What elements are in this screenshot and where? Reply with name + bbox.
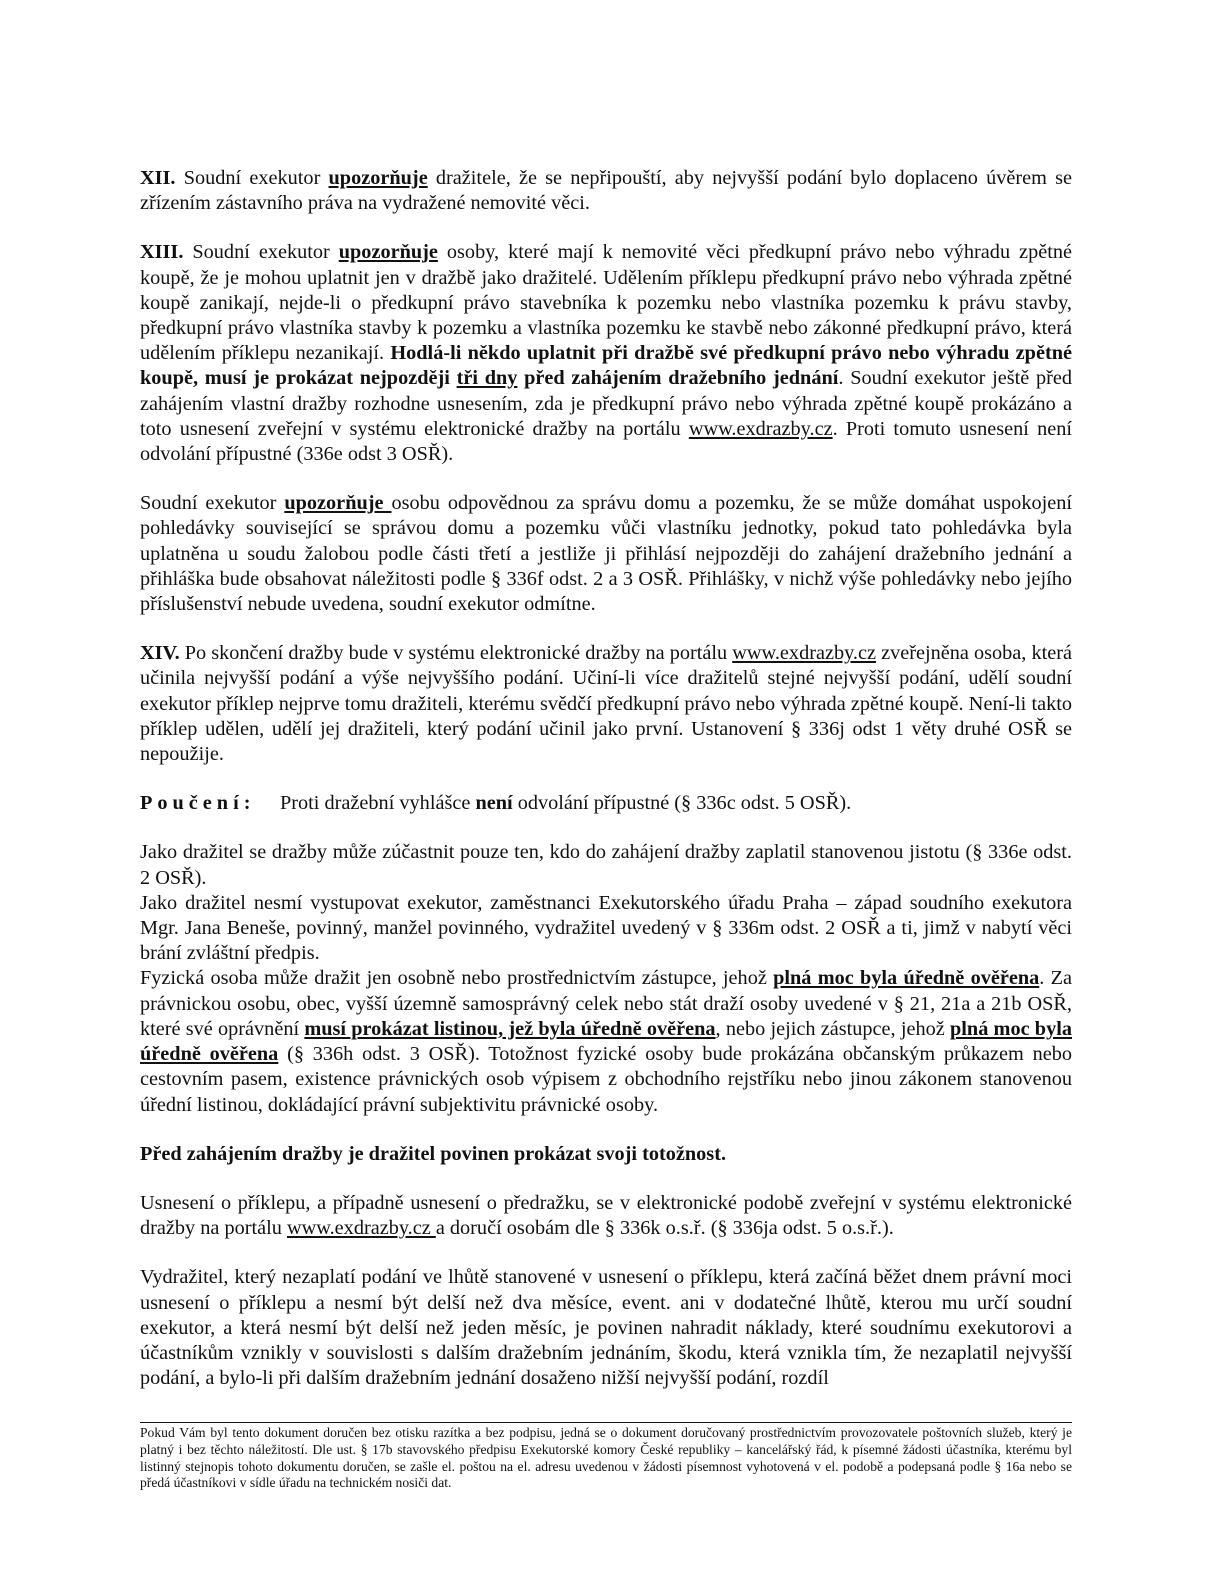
text: Usnesení o příklepu, a případně usnesení o předražku, se v elektronické podobě zveřejní v systému elektronické dražby na portálu [140,1191,1072,1240]
text: Fyzická osoba může dražit jen osobně nebo prostřednictvím zástupce, jehož [140,967,774,990]
identity-notice: Před zahájením dražby je dražitel povinen prokázat svoji totožnost. [140,1142,727,1165]
section-pouceni [140,791,1072,816]
payment-paragraph: Vydražitel, který nezaplatí podání ve lhůtě stanovené v usnesení o příklepu, která začíná běžet dnem právní moci usnesení o příklepu a nesmí být delší než dva měsíce, event. ani v dodatečné lhůtě, kterou mu určí soudní exekutor, a která nesmí být delší než jeden měsíc, je povinen nahradit náklady, které soudnímu exekutorovi a účastníkům vznikly v souvislosti s dalším dražebním jednáním, škodu, která vznikla tím, že nezaplatil nejvyšší podání, a bylo-li při dalším dražebním jednání dosaženo nižší nejvyšší podání, rozdíl [140,1266,1072,1390]
text: . Za právnickou osobu, obec, vyšší územně samosprávný celek nebo stát draží osoby uvedené v § 21, 21a a 21b OSŘ, které své oprávnění [140,967,1073,1040]
emphasis-upozornuje: upozorňuje [338,241,438,264]
pouceni-heading: Poučení: [140,792,256,815]
text: osoby, které mají k nemovité věci předkupní právo nebo výhradu zpětné koupě, že je mohou uplatnit jen v dražbě jako dražitelé. Udělením příklepu předkupní právo nebo výhrada zpětné koupě zanikají, nejde-li o předkupní právo stavebníka k pozemku nebo vlastníka pozemku k právu stavby, předkupní právo vlastníka stavby k pozemku a vlastníka pozemku ke stavbě nebo zákonné předkupní právo, která udělením příklepu nezanikají. [140,241,1072,365]
publication-paragraph [140,1191,1072,1241]
emphasis-upozornuje: upozorňuje [328,167,428,189]
text: , nebo jejich zástupce, jehož [715,1017,950,1040]
text: a doručí osobám dle § 336k o.s.ř. (§ 336ja odst. 5 o.s.ř.). [435,1217,894,1240]
exdrazby-link[interactable]: www.exdrazby.cz [688,417,833,440]
section-xii [140,166,1072,216]
section-xiv [140,641,1072,767]
bold-underlined-text: musí prokázat listinou, jež byla úředně ověřena [304,1017,716,1040]
text: zveřejněna osoba, která učinila nejvyšší podání a výše nejvyššího podání. Učiní-li více dražitelů stejné nejvyšší podání, udělí soudní exekutor příklep nejprve tomu dražiteli, kterému svědčí předkupní právo nebo výhrada zpětné koupě. Není-li takto příklep udělen, udělí jej dražiteli, který podání učinil jako první. Ustanovení § 336j odst 1 věty druhé OSŘ se nepoužije. [140,642,1072,766]
bidder-paragraph-2: Jako dražitel nesmí vystupovat exekutor, zaměstnanci Exekutorského úřadu Praha – západ soudního exekutora Mgr. Jana Beneše, povinný, manžel povinného, vydražitel uvedený v § 336m odst. 2 OSŘ a ti, jimž v nabytí věci brání zvláštní předpis. [140,891,1072,965]
text: . Soudní exekutor ještě před zahájením vlastní dražby rozhodne usnesením, zda je předkupní právo nebo výhrada zpětné koupě prokázáno a toto usnesení zveřejní v systému elektronické dražby na portálu [140,367,1072,440]
exdrazby-link[interactable]: www.exdrazby.cz [286,1217,436,1240]
section-notice-creditor [140,491,1072,617]
page-footer [140,1422,1072,1492]
text: Po skončení dražby bude v systému elektronické dražby na portálu [179,642,733,665]
text: dražitele, že se nepřipouští, aby nejvyšší podání bylo doplaceno úvěrem se zřízením zástavního práva na vydražené nemovité věci. [140,167,1072,215]
text: odvolání přípustné (§ 336c odst. 5 OSŘ). [512,792,852,815]
section-number: XII. [140,167,176,189]
text: Proti dražební vyhlášce [280,792,476,815]
section-xiii [140,240,1072,467]
text: Soudní exekutor [175,167,329,189]
document-body [140,166,1072,1391]
section-number: XIV. [140,642,180,665]
text: (§ 336h odst. 3 OSŘ). Totožnost fyzické osoby bude prokázána občanským průkazem nebo cestovním pasem, existence právnických osob výpisem z obchodního rejstříku nebo jinou zákonem stanovenou úřední listinou, dokládající právní subjektivitu právnické osoby. [140,1043,1072,1116]
section-number: XIII. [140,241,184,264]
bold-text: není [475,792,513,815]
bidder-paragraph-3 [140,966,1072,1117]
text: osobu odpovědnou za správu domu a pozemku, že se může domáhat uspokojení pohledávky související se správou domu a pozemku vůči vlastníku jednotky, pokud tato pohledávka byla uplatněna u soudu žalobou podle části třetí a jestliže ji přihlásí nejpozději do zahájení dražebního jednání a přihláška bude obsahovat náležitosti podle § 336f odst. 2 a 3 OSŘ. Přihlášky, v nichž výše pohledávky nebo jejího příslušenství nebude uvedena, soudní exekutor odmítne. [140,492,1073,616]
bold-underlined-text: plná moc byla úředně ověřena [140,1017,1073,1066]
text: Soudní exekutor [140,492,285,515]
footer-note: Pokud Vám byl tento dokument doručen bez otisku razítka a bez podpisu, jedná se o dokument doručovaný prostřednictvím provozovatele poštovních služeb, který je platný i bez těchto náležitostí. Dle ust. § 17b stavovského předpisu Exekutorské komory České republiky – kancelářský řád, k písemné žádosti účastníka, kterému byl listinný stejnopis tohoto dokumentu doručen, se zašle el. poštou na el. adresu uvedenou v žádosti písemnost vyhotovená v el. podobě a podepsaná podle § 16a nebo se předá účastníkovi v sídle úřadu na technickém nosiči dat. [140,1425,1072,1491]
text: Soudní exekutor [183,241,339,264]
text: . Proti tomuto usnesení není odvolání přípustné (336e odst 3 OSŘ). [140,417,1072,466]
emphasis-upozornuje: upozorňuje [284,492,392,515]
bidder-paragraph-1: Jako dražitel se dražby může zúčastnit pouze ten, kdo do zahájení dražby zaplatil stanovenou jistotu (§ 336e odst. 2 OSŘ). [140,841,1072,889]
bold-underlined-text: tři dny [456,367,518,390]
exdrazby-link[interactable]: www.exdrazby.cz [732,642,877,665]
bold-text: před zahájením dražebního jednání [517,367,839,390]
bold-underlined-text: plná moc byla úředně ověřena [773,967,1040,990]
bold-text: Hodlá-li někdo uplatnit při dražbě své předkupní právo nebo výhradu zpětné koupě, musí je prokázat nejpozději [140,342,1072,390]
